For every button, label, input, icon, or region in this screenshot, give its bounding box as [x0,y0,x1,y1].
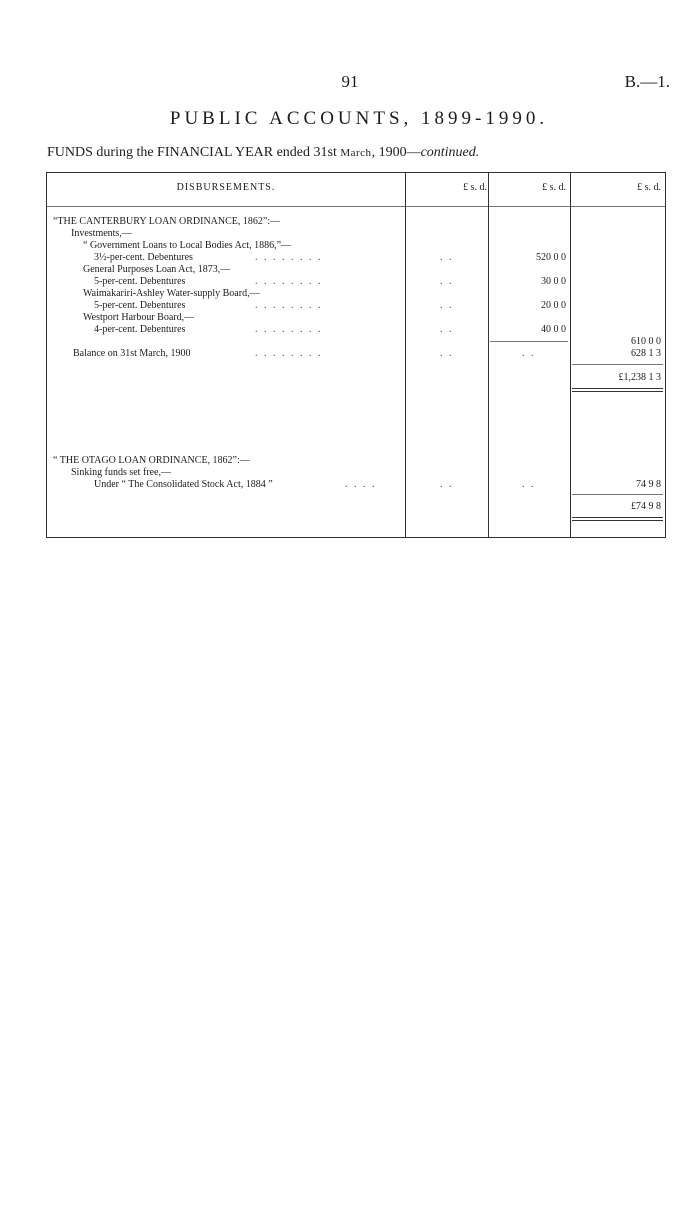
waimakariri-amount: 20 0 0 [541,300,566,311]
balance-amount: 628 1 3 [631,348,661,359]
header-col2-currency: £ s. d. [542,182,566,193]
document-reference: B.—1. [624,72,670,91]
otago-sinking: Sinking funds set free,— [71,467,171,478]
canterbury-subtotal: 610 0 0 [631,336,661,347]
subtitle-prefix: FUNDS during the FINANCIAL YEAR ended 31st [47,145,337,160]
table-top-rule [46,172,666,173]
subtitle-month: March [340,147,372,159]
table-header-rule [46,206,666,207]
header-col1-currency: £ s. d. [463,182,487,193]
gov-loans-item: 3½-per-cent. Debentures [94,252,193,263]
gov-loans-amount: 520 0 0 [536,252,566,263]
table-left-rule [46,172,47,537]
otago-total-rule [572,494,663,495]
col1-leader: . . [440,479,454,490]
page-subtitle [47,145,479,161]
col1-leader: . . [440,300,454,311]
subtitle-year: , 1900— [371,145,421,160]
gp-loan-item: 5-per-cent. Debentures [94,276,186,287]
leader-dots: . . . . . . . . [255,324,323,335]
westport-item: 4-per-cent. Debentures [94,324,186,335]
leader-dots: . . . . . . . . [255,276,323,287]
table-right-rule [665,172,666,537]
otago-leader: . . . . [345,479,377,490]
leader-dots: . . . . . . . . [255,348,323,359]
col1-leader: . . [440,324,454,335]
total-double-rule-2 [572,391,663,392]
col2-leader: . . [522,479,536,490]
subtotal-rule [490,341,568,342]
otago-heading: “ THE OTAGO LOAN ORDINANCE, 1862”:— [53,455,250,466]
otago-double-rule-1 [572,517,663,518]
canterbury-investments: Investments,— [71,228,132,239]
balance-label: Balance on 31st March, 1900 [73,348,191,359]
total-double-rule-1 [572,388,663,389]
otago-double-rule-2 [572,520,663,521]
leader-dots: . . . . . . . . [255,252,323,263]
canterbury-heading: “THE CANTERBURY LOAN ORDINANCE, 1862”:— [53,216,281,227]
canterbury-total: £1,238 1 3 [618,372,661,383]
header-disbursements: DISBURSEMENTS. [176,182,276,193]
subtitle-continued: continued. [420,145,480,160]
leader-dots: . . . . . . . . [255,300,323,311]
gp-loan-amount: 30 0 0 [541,276,566,287]
col2-leader: . . [522,348,536,359]
header-col3-currency: £ s. d. [637,182,661,193]
col1-leader: . . [440,348,454,359]
gov-loans-act: “ Government Loans to Local Bodies Act, 1886,”— [83,240,292,251]
otago-total: £74 9 8 [631,501,661,512]
otago-under: Under “ The Consolidated Stock Act, 1884 ” [94,479,273,490]
table-bottom-rule [46,537,666,538]
otago-amount: 74 9 8 [636,479,661,490]
total-rule [572,364,663,365]
page-number: 91 [341,72,359,91]
gp-loan-act: General Purposes Loan Act, 1873,— [83,264,231,275]
col1-leader: . . [440,276,454,287]
col-divider-2 [488,172,489,537]
waimakariri-board: Waimakariri-Ashley Water-supply Board,— [83,288,260,299]
page-title: PUBLIC ACCOUNTS, 1899-1990. [169,108,549,129]
col1-leader: . . [440,252,454,263]
col-divider-1 [405,172,406,537]
westport-amount: 40 0 0 [541,324,566,335]
waimakariri-item: 5-per-cent. Debentures [94,300,186,311]
westport-board: Westport Harbour Board,— [83,312,195,323]
